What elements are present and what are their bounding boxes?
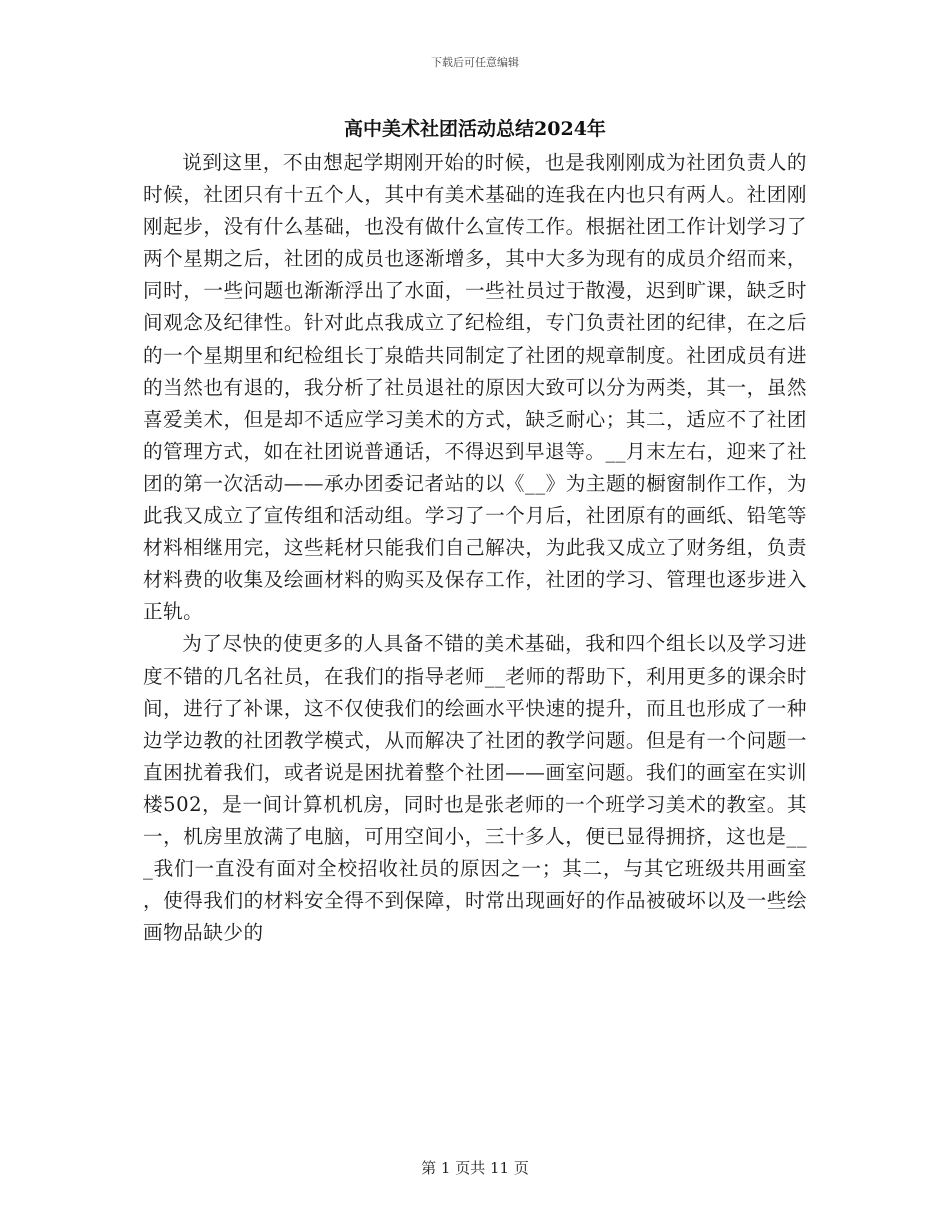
page-number: 第 1 页共 11 页: [421, 1159, 529, 1177]
page-header-note: 下载后可任意编辑: [431, 56, 519, 69]
document-title: 高中美术社团活动总结2024年: [344, 118, 606, 140]
paragraph-1: 说到这里，不由想起学期刚开始的时候，也是我刚刚成为社团负责人的时候，社团只有十五个人，其中有美术基础的连我在内也只有两人。社团刚刚起步，没有什么基础，也没有做什么宣传工作。根据社团工作计划学习了两个星期之后，社团的成员也逐渐增多，其中大多为现有的成员介绍而来，同时，一些问题也渐渐浮出了水面，一些社员过于散漫，迟到旷课，缺乏时间观念及纪律性。针对此点我成立了纪检组，专门负责社团的纪律，在之后的一个星期里和纪检组长丁泉皓共同制定了社团的规章制度。社团成员有进的当然也有退的，我分析了社员退社的原因大致可以分为两类，其一，虽然喜爱美术，但是却不适应学习美术的方式，缺乏耐心；其二，适应不了社团的管理方式，如在社团说普通话，不得迟到早退等。__月末左右，迎来了社团的第一次活动——承办团委记者站的以《__》为主题的橱窗制作工作，为此我又成立了宣传组和活动组。学习了一个月后，社团原有的画纸、铅笔等材料相继用完，这些耗材只能我们自己解决，为此我又成立了财务组，负责材料费的收集及绘画材料的购买及保存工作，社团的学习、管理也逐步进入正轨。: [143, 151, 807, 624]
document-body: [143, 147, 807, 949]
paragraph-2: 为了尽快的使更多的人具备不错的美术基础，我和四个组长以及学习进度不错的几名社员，在我们的指导老师__老师的帮助下，利用更多的课余时间，进行了补课，这不仅使我们的绘画水平快速的提升，而且也形成了一种边学边教的社团教学模式，从而解决了社团的教学问题。但是有一个问题一直困扰着我们，或者说是困扰着整个社团——画室问题。我们的画室在实训楼502，是一间计算机机房，同时也是张老师的一个班学习美术的教室。其一，机房里放满了电脑，可用空间小，三十多人，便已显得拥挤，这也是___我们一直没有面对全校招收社员的原因之一；其二，与其它班级共用画室，使得我们的材料安全得不到保障，时常出现画好的作品被破坏以及一些绘画物品缺少的: [143, 632, 807, 945]
